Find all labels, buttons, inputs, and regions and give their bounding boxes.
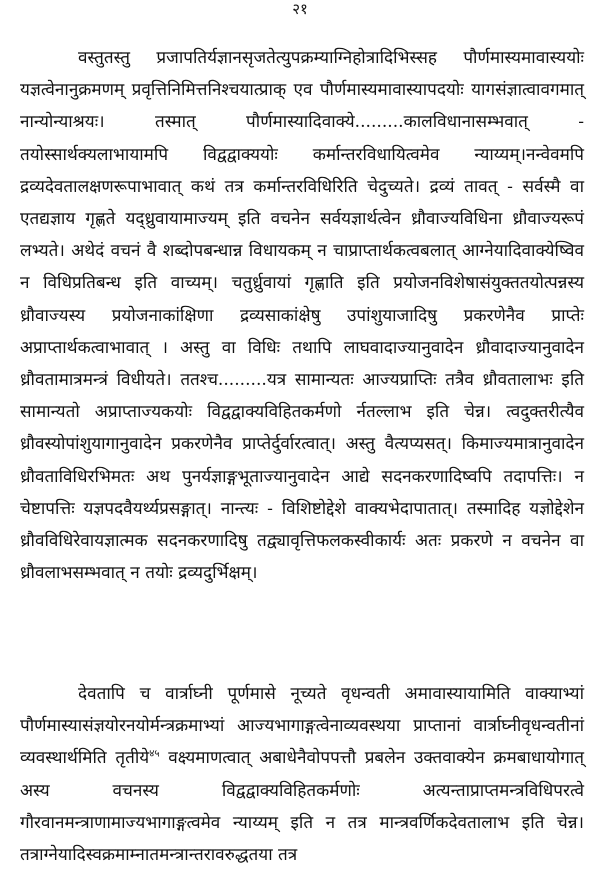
paragraph-1 bbox=[20, 42, 584, 589]
paragraph-2-text-b: वक्ष्यमाणत्वात् अबाधेनैवोपपत्तौ प्रबलेन उक्तवाक्येन क्रमबाधायोगात् अस्य वचनस्य विद्वद्वाक्यविहितकर्मणोः अत्यन्ताप्राप्तमन्त्रविधिपरत्वे गौरवानमन्त्राणामाज्यभागाङ्गत्वमेव न्याय्यम् इति न तत्र मान्त्रवर्णिकदेवतालाभ इति चेन्न। तत्राग्नेयादिस्वक्रमाम्नातमन्त्रान्तरावरुद्धतया तत्र bbox=[20, 748, 584, 866]
paragraph-2-text-a: देवतापि च वार्त्राघ्नी पूर्णमासे नूच्यते वृधन्वती अमावास्यायामिति वाक्याभ्यां पौर्णमास्यासंज्ञयोरनयोर्मन्त्रक्रमाभ्यां आज्यभागाङ्गत्वेनाव्यवस्थया प्राप्तानां वार्त्राघ्नीवृधन्वतीनां व्यवस्थार्थमिति तृतीये bbox=[20, 684, 584, 769]
paragraph-2 bbox=[20, 678, 584, 871]
paragraph-1-text: वस्तुतस्तु प्रजापतिर्यज्ञानसृजतेत्युपक्रम्याग्निहोत्रादिभिस्सह पौर्णमास्यमावास्ययोः यज्ञत्वेनानुक्रमणम् प्रवृत्तिनिमित्तनिश्चयात्प्राक् एव पौर्णमास्यमावास्यापदयोः यागसंज्ञात्वावगमात् नान्योन्याश्रयः। तस्मात् पौर्णमास्यादिवाक्ये.........कालविधानासम्भवात् - तयोस्सार्थक्यलाभायामपि विद्वद्वाक्ययोः कर्मान्तरविधायित्वमेव न्याय्यम्।नन्वेवमपि द्रव्यदेवतालक्षणरूपाभावात् कथं तत्र कर्मान्तरविधिरिति चेदुच्यते। द्रव्यं तावत् - सर्वस्मै वा एतद्यज्ञाय गृह्णते यद्ध्रुवायामाज्यम् इति वचनेन सर्वयज्ञार्थत्वेन ध्रौवाज्यविधिना ध्रौवाज्यरूपं लभ्यते। अथेदं वचनं वै शब्दोपबन्धान्न विधायकम् न चाप्राप्तार्थकत्वबलात् आग्नेयादिवाक्येष्विव न विधिप्रतिबन्ध इति वाच्यम्। चतुर्ध्रुवायां गृह्णाति इति प्रयोजनविशेषासंयुक्ततयोत्पन्नस्य ध्रौवाज्यस्य प्रयोजनाकांक्षिणा द्रव्यसाकांक्षेषु उपांशुयाजादिषु प्रकरणेनैव प्राप्तेः अप्राप्तार्थकत्वाभावात् । अस्तु वा विधिः तथापि लाघवादाज्यानुवादेन ध्रौवादाज्यानुवादेन ध्रौवतामात्रमन्त्रं विधीयते। ततश्च.........यत्र सामान्यतः आज्यप्राप्तिः तत्रैव ध्रौवतालाभः इति सामान्यतो अप्राप्ताज्यकयोः विद्वद्वाक्यविहितकर्मणो र्नतल्लाभ इति चेन्न। त्वदुक्तरीत्यैव ध्रौवस्योपांशुयागानुवादेन प्रकरणेनैव प्राप्तेर्दुर्वारत्वात्। अस्तु वैत्यप्यसत्। किमाज्यमात्रानुवादेन ध्रौवताविधिरभिमतः अथ पुनर्यज्ञाङ्गभूताज्यानुवादेन आद्ये सदनकरणादिष्वपि तदापत्तिः। न चेष्टापत्तिः यज्ञपदवैयर्थ्यप्रसङ्गात्। नान्त्यः - विशिष्टोद्देशे वाक्यभेदापातात्। तस्मादिह यज्ञोद्देशेन ध्रौवविधिरेवायज्ञात्मक सदनकरणादिषु तद्व्यावृत्तिफलकस्वीकार्यः अतः प्रकरणे न वचनेन वा ध्रौवलाभसम्भवात् न तयोः द्रव्यदुर्भिक्षम्। bbox=[20, 48, 584, 584]
footnote-reference: ४५ bbox=[149, 748, 160, 760]
page-number: २१ bbox=[292, 0, 308, 18]
